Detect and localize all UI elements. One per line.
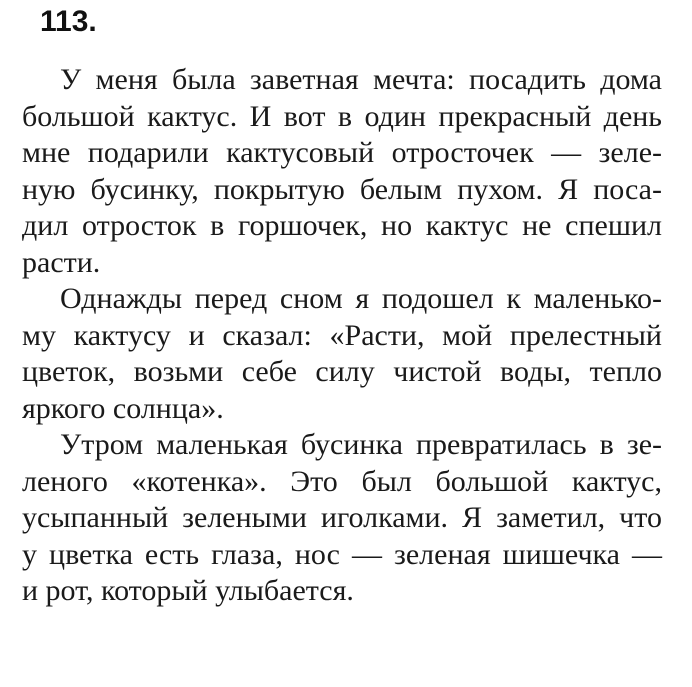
text-line: и рот, который улыбается. (22, 574, 354, 607)
text-line: большой кактус. И вот в один прекрасный день (22, 99, 662, 133)
text-line: Утром маленькая бусинка превратилась в зе- (60, 428, 662, 461)
paragraph-3 (22, 427, 662, 610)
text-line: яркого солнца». (22, 391, 224, 425)
text-line: У меня была заветная мечта: посадить дома (60, 63, 662, 96)
text-line: цветок, возьми себе силу чистой воды, тепло (22, 355, 662, 388)
text-line: мне подарили кактусовый отросточек — зеле- (22, 136, 662, 169)
text-line: му кактусу и сказал: «Расти, мой прелестный (22, 318, 662, 352)
text-line: Однажды перед сном я подошел к маленько- (60, 282, 662, 315)
text-line: леного «котенка». Это был большой кактус, (22, 464, 662, 498)
exercise-number: 113. (40, 5, 97, 38)
text-line: ную бусинку, покрытую белым пухом. Я поса- (22, 172, 662, 206)
text-line: дил отросток в горшочек, но кактус не спешил (22, 209, 662, 242)
exercise-text (22, 62, 662, 610)
paragraph-1 (22, 62, 662, 281)
paragraph-2 (22, 281, 662, 427)
text-line: усыпанный зелеными иголками. Я заметил, что (22, 501, 662, 534)
text-line: у цветка есть глаза, нос — зеленая шишечка — (22, 537, 662, 571)
text-line: расти. (22, 245, 101, 279)
